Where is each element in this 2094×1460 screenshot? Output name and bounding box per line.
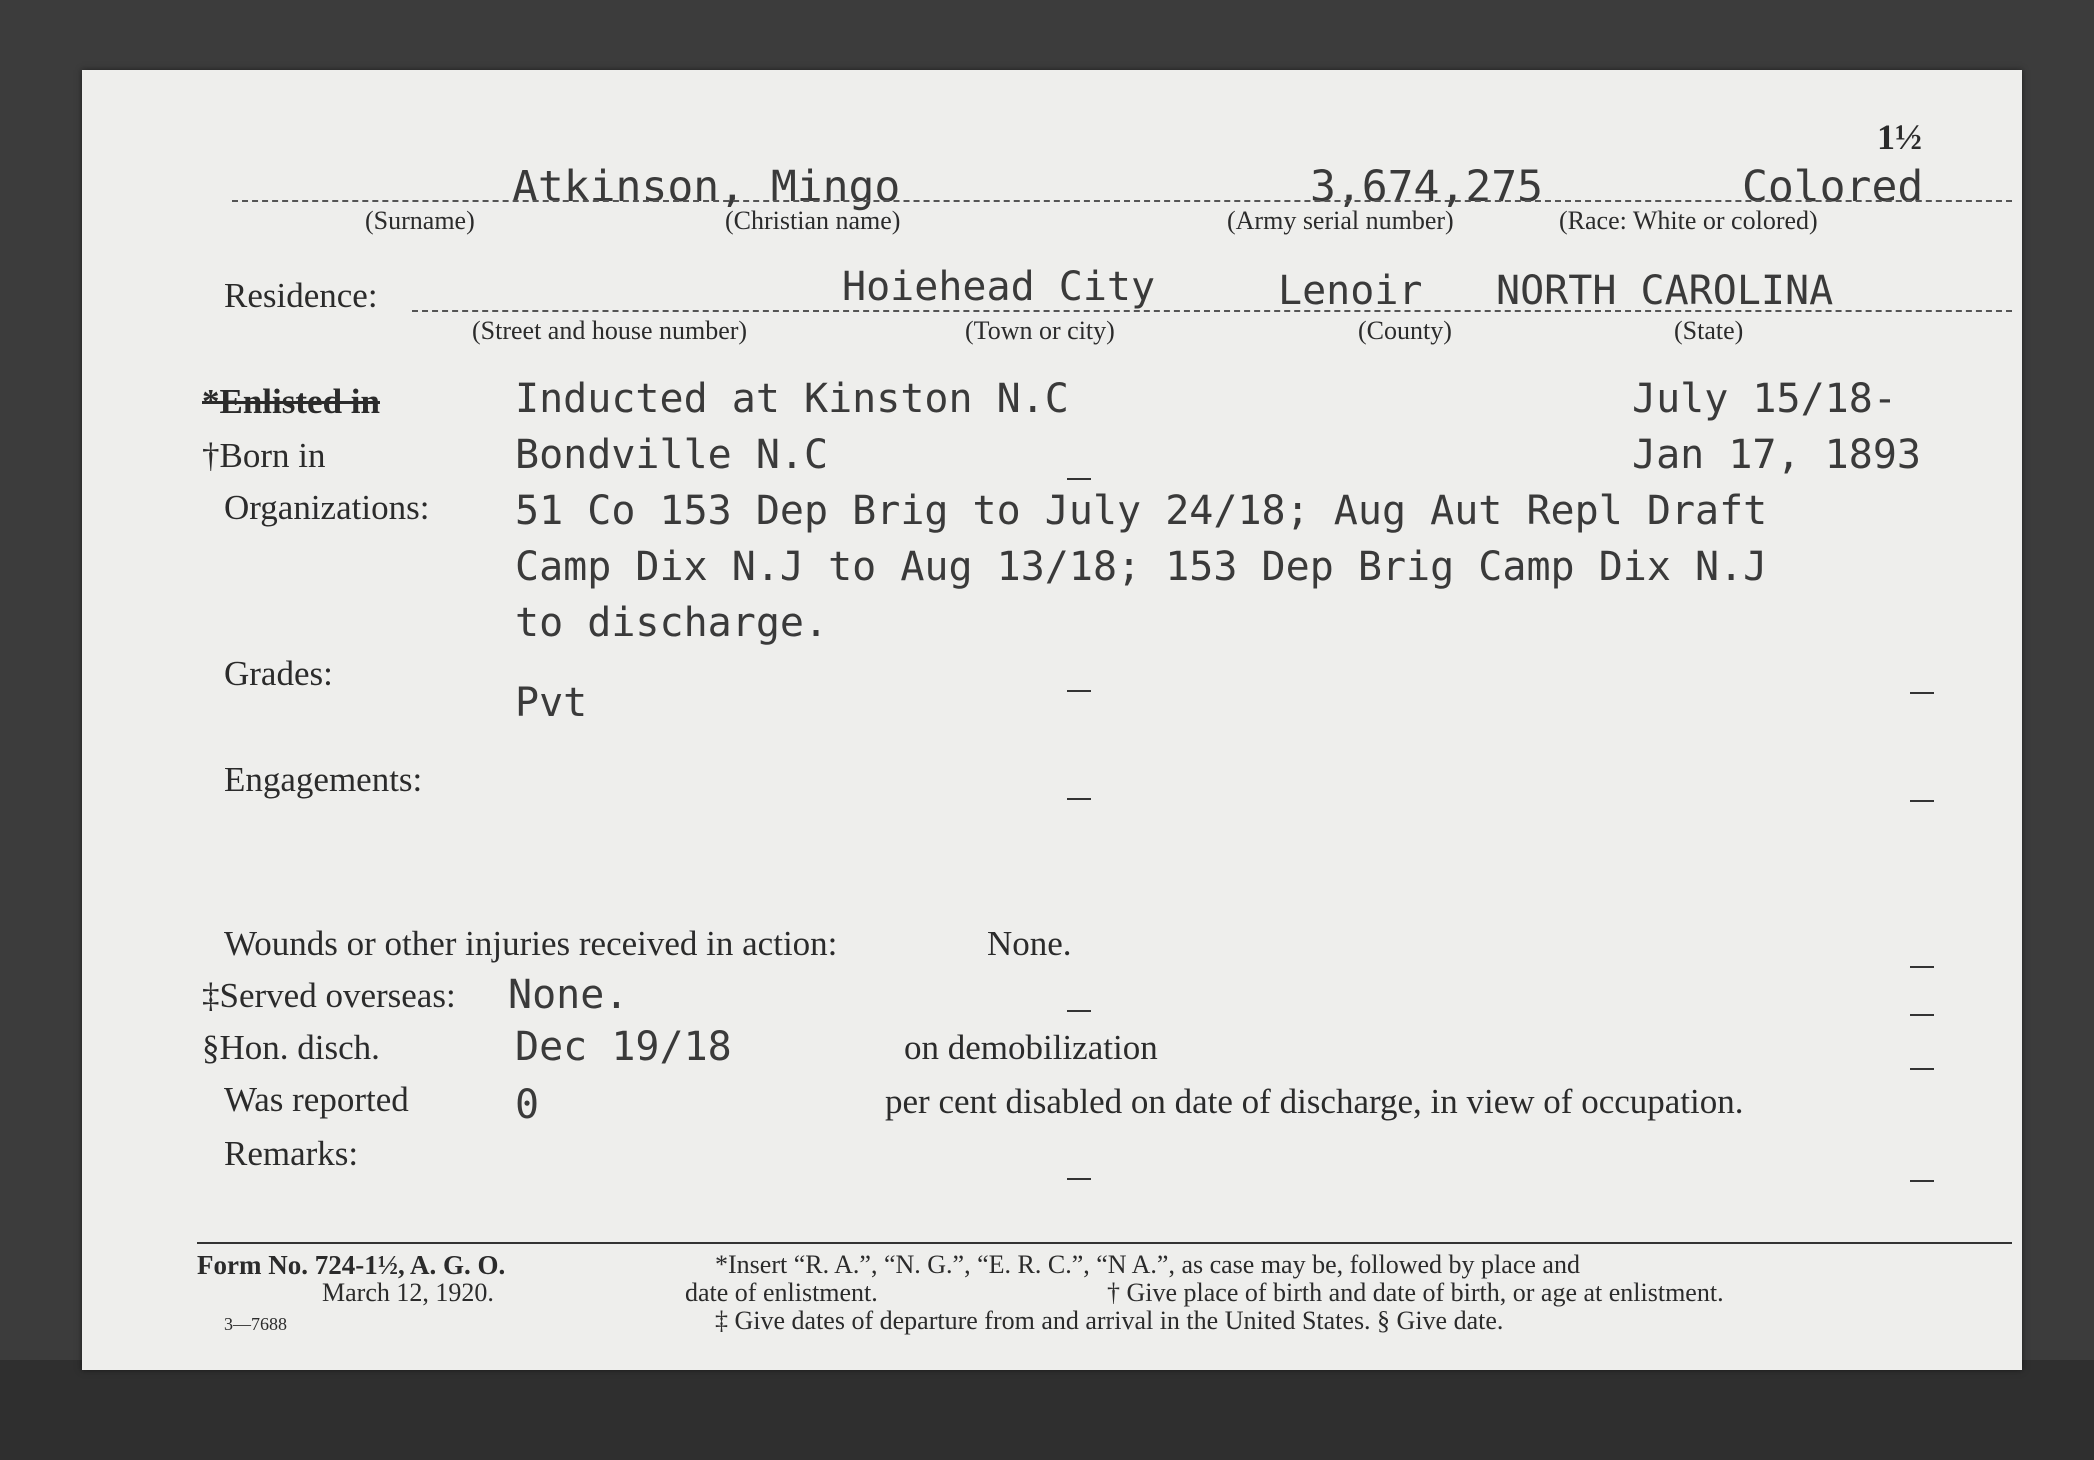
print-code: 3—7688 xyxy=(224,1314,287,1334)
wounds-label: Wounds or other injuries received in action: xyxy=(224,924,838,963)
overseas-dash-mid xyxy=(1067,1010,1091,1012)
surname-caption: (Surname) xyxy=(365,206,475,235)
footnote-line-1: *Insert “R. A.”, “N. G.”, “E. R. C.”, “N A.”, as case may be, followed by place and xyxy=(715,1250,1580,1279)
grades-dash-right xyxy=(1910,692,1934,694)
born-dash xyxy=(1067,478,1091,480)
footnote-line-2b: † Give place of birth and date of birth, or age at enlistment. xyxy=(1107,1278,1724,1307)
reported-label: Was reported xyxy=(224,1080,409,1119)
county-caption: (County) xyxy=(1358,316,1452,345)
discharge-label: §Hon. disch. xyxy=(202,1028,380,1067)
discharge-dash xyxy=(1910,1068,1934,1070)
grades-label: Grades: xyxy=(224,654,333,693)
residence-line xyxy=(412,310,2012,312)
remarks-label: Remarks: xyxy=(224,1134,359,1173)
enlisted-value: Inducted at Kinston N.C xyxy=(515,376,1069,422)
serial-number-value: 3,674,275 xyxy=(1310,162,1543,212)
background-shadow xyxy=(0,1360,2094,1460)
enlistment-record-card xyxy=(82,70,2022,1370)
surname-value: Atkinson, Mingo xyxy=(512,162,901,212)
overseas-label: ‡Served overseas: xyxy=(202,976,456,1015)
serial-number-caption: (Army serial number) xyxy=(1227,206,1454,235)
reported-value: 0 xyxy=(515,1082,540,1128)
born-value: Bondville N.C xyxy=(515,432,829,478)
footnote-line-3: ‡ Give dates of departure from and arrival in the United States. § Give date. xyxy=(715,1306,1504,1335)
footer-rule xyxy=(197,1242,2012,1244)
engagements-dash-mid xyxy=(1067,798,1091,800)
enlisted-label: *Enlisted in xyxy=(202,382,380,421)
wounds-value: None. xyxy=(987,924,1072,963)
grades-dash-mid xyxy=(1067,690,1091,692)
race-value: Colored xyxy=(1742,162,1924,212)
footnote-line-2a: date of enlistment. xyxy=(685,1278,878,1307)
town-caption: (Town or city) xyxy=(965,316,1115,345)
reported-text: per cent disabled on date of discharge, in view of occupation. xyxy=(885,1082,1744,1121)
street-caption: (Street and house number) xyxy=(472,316,748,345)
discharge-date: Dec 19/18 xyxy=(515,1024,732,1070)
discharge-note: on demobilization xyxy=(904,1028,1158,1067)
born-label: †Born in xyxy=(202,436,326,475)
engagements-label: Engagements: xyxy=(224,760,423,799)
organizations-line-1: 51 Co 153 Dep Brig to July 24/18; Aug Aut Repl Draft xyxy=(515,488,1768,534)
remarks-dash-mid xyxy=(1067,1178,1091,1180)
form-number: Form No. 724-1½, A. G. O. xyxy=(197,1250,506,1280)
race-caption: (Race: White or colored) xyxy=(1559,206,1818,235)
organizations-line-3: to discharge. xyxy=(515,600,829,646)
card-number: 1½ xyxy=(1877,117,1922,157)
form-date: March 12, 1920. xyxy=(322,1278,494,1307)
enlisted-date: July 15/18- xyxy=(1632,376,1897,422)
organizations-line-2: Camp Dix N.J to Aug 13/18; 153 Dep Brig Camp Dix N.J xyxy=(515,544,1768,590)
header-line xyxy=(232,200,2012,202)
organizations-label: Organizations: xyxy=(224,488,430,527)
residence-town: Hoiehead City xyxy=(842,264,1156,310)
christian-name-caption: (Christian name) xyxy=(725,206,901,235)
residence-state: NORTH CAROLINA xyxy=(1496,268,1834,314)
residence-label: Residence: xyxy=(224,276,378,315)
grades-value: Pvt xyxy=(515,680,588,726)
wounds-dash xyxy=(1910,966,1934,968)
engagements-dash-right xyxy=(1910,800,1934,802)
state-caption: (State) xyxy=(1674,316,1744,345)
remarks-dash-right xyxy=(1910,1180,1934,1182)
overseas-value: None. xyxy=(508,972,629,1018)
overseas-dash-right xyxy=(1910,1014,1934,1016)
residence-county: Lenoir xyxy=(1278,268,1423,314)
born-date: Jan 17, 1893 xyxy=(1632,432,1921,478)
